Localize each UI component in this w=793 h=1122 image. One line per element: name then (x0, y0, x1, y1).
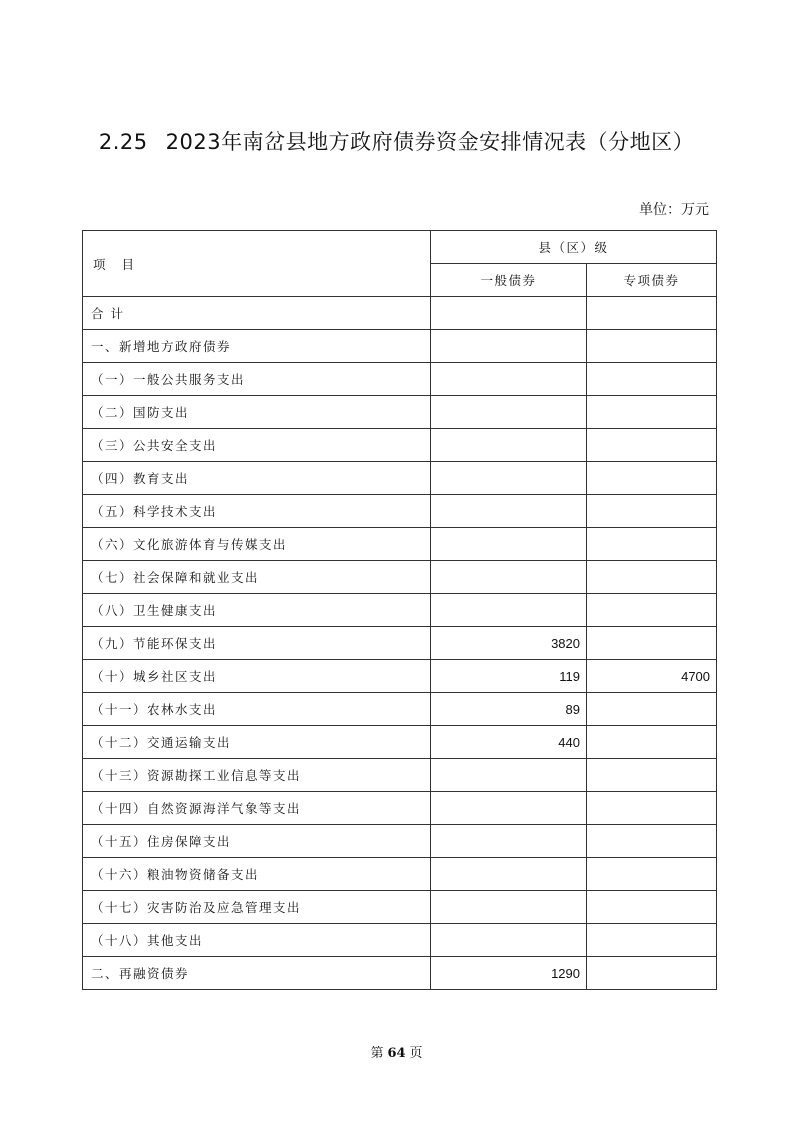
general-bond-value (431, 396, 587, 429)
special-bond-value (587, 561, 717, 594)
row-label: 一、新增地方政府债券 (83, 330, 431, 363)
general-bond-value (431, 858, 587, 891)
general-bond-value: 1290 (431, 957, 587, 990)
general-bond-value (431, 792, 587, 825)
special-bond-value (587, 792, 717, 825)
general-bond-value (431, 363, 587, 396)
table-body (83, 297, 717, 990)
unit-label: 单位：万元 (639, 202, 709, 218)
special-bond-value (587, 429, 717, 462)
row-label: （一）一般公共服务支出 (83, 363, 431, 396)
table-row (83, 528, 717, 561)
row-label: （十七）灾害防治及应急管理支出 (83, 891, 431, 924)
special-bond-value (587, 726, 717, 759)
special-bond-value (587, 759, 717, 792)
row-label: （十）城乡社区支出 (83, 660, 431, 693)
row-label: （三）公共安全支出 (83, 429, 431, 462)
header-item: 项 目 (83, 231, 431, 297)
special-bond-value (587, 924, 717, 957)
row-label: （九）节能环保支出 (83, 627, 431, 660)
footer-prefix: 第 (370, 1046, 384, 1061)
special-bond-value (587, 363, 717, 396)
table-row (83, 924, 717, 957)
special-bond-value (587, 627, 717, 660)
general-bond-value (431, 495, 587, 528)
table-row (83, 627, 717, 660)
bond-allocation-table (82, 230, 717, 990)
general-bond-value (431, 891, 587, 924)
special-bond-value (587, 858, 717, 891)
row-label: （十六）粮油物资储备支出 (83, 858, 431, 891)
row-label: （五）科学技术支出 (83, 495, 431, 528)
footer-suffix: 页 (409, 1046, 423, 1061)
page-title (0, 126, 793, 156)
row-label: （十八）其他支出 (83, 924, 431, 957)
general-bond-value (431, 561, 587, 594)
table-row (83, 330, 717, 363)
general-bond-value (431, 528, 587, 561)
header-general-bonds: 一般债券 (431, 264, 587, 297)
special-bond-value: 4700 (587, 660, 717, 693)
table-row (83, 891, 717, 924)
special-bond-value (587, 396, 717, 429)
row-label: （十三）资源勘探工业信息等支出 (83, 759, 431, 792)
general-bond-value: 89 (431, 693, 587, 726)
row-label: （六）文化旅游体育与传媒支出 (83, 528, 431, 561)
table-row (83, 825, 717, 858)
table-row (83, 561, 717, 594)
page-footer (0, 1042, 793, 1061)
general-bond-value (431, 297, 587, 330)
table-row (83, 957, 717, 990)
general-bond-value (431, 330, 587, 363)
special-bond-value (587, 462, 717, 495)
table-row (83, 792, 717, 825)
header-county-level: 县（区）级 (431, 231, 717, 264)
table-row (83, 726, 717, 759)
special-bond-value (587, 825, 717, 858)
general-bond-value (431, 924, 587, 957)
row-label: （二）国防支出 (83, 396, 431, 429)
row-label: （十一）农林水支出 (83, 693, 431, 726)
special-bond-value (587, 297, 717, 330)
table-row (83, 594, 717, 627)
table-row (83, 495, 717, 528)
general-bond-value (431, 429, 587, 462)
table-row (83, 660, 717, 693)
general-bond-value: 3820 (431, 627, 587, 660)
special-bond-value (587, 495, 717, 528)
table-row (83, 462, 717, 495)
general-bond-value: 119 (431, 660, 587, 693)
general-bond-value (431, 462, 587, 495)
table-row (83, 396, 717, 429)
row-label: （十四）自然资源海洋气象等支出 (83, 792, 431, 825)
special-bond-value (587, 957, 717, 990)
general-bond-value: 440 (431, 726, 587, 759)
row-label: 合 计 (83, 297, 431, 330)
row-label: （四）教育支出 (83, 462, 431, 495)
general-bond-value (431, 759, 587, 792)
special-bond-value (587, 693, 717, 726)
row-label: （十五）住房保障支出 (83, 825, 431, 858)
table-number: 2.25 (98, 130, 148, 154)
table-row (83, 693, 717, 726)
special-bond-value (587, 330, 717, 363)
row-label: （八）卫生健康支出 (83, 594, 431, 627)
table-row (83, 363, 717, 396)
header-special-bonds: 专项债券 (587, 264, 717, 297)
special-bond-value (587, 594, 717, 627)
general-bond-value (431, 825, 587, 858)
table-title-text: 2023年南岔县地方政府债券资金安排情况表（分地区） (165, 130, 695, 154)
special-bond-value (587, 891, 717, 924)
table-header-row (83, 231, 717, 264)
table-row (83, 429, 717, 462)
table-row (83, 759, 717, 792)
table-row (83, 297, 717, 330)
row-label: （十二）交通运输支出 (83, 726, 431, 759)
table-row (83, 858, 717, 891)
row-label: （七）社会保障和就业支出 (83, 561, 431, 594)
row-label: 二、再融资债券 (83, 957, 431, 990)
general-bond-value (431, 594, 587, 627)
special-bond-value (587, 528, 717, 561)
page-number: 64 (387, 1046, 406, 1061)
